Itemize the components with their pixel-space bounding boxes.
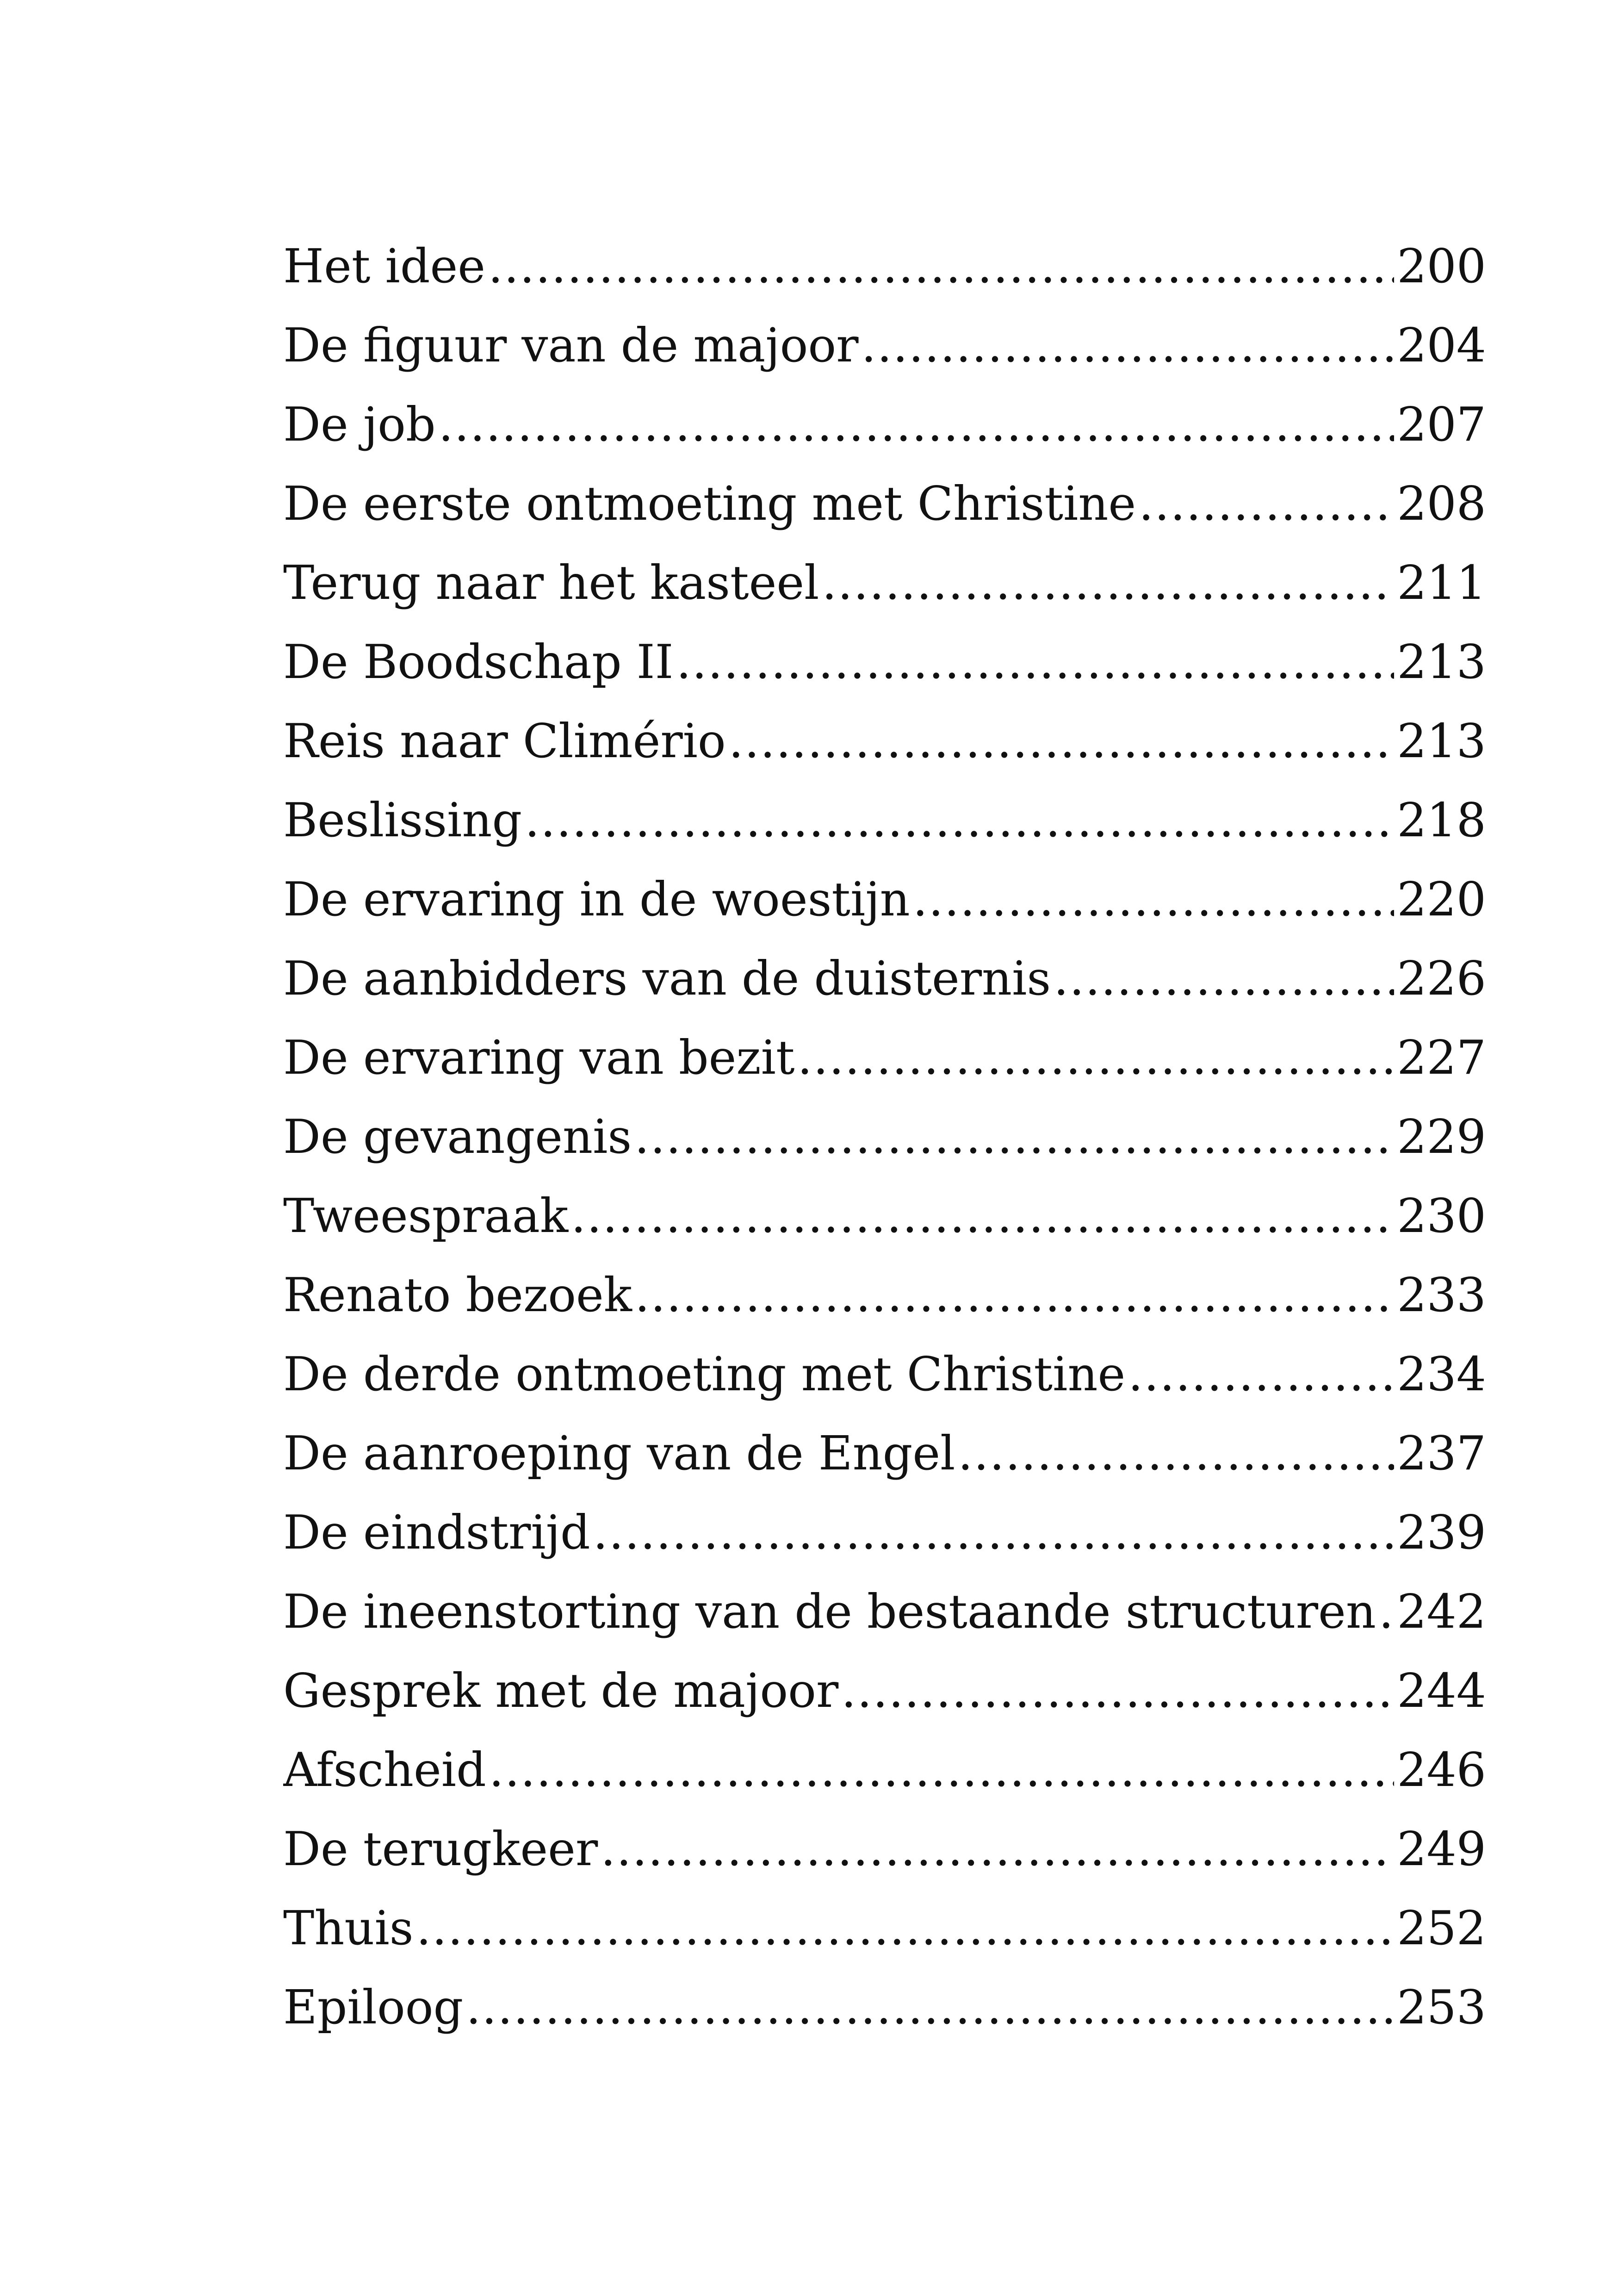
toc-entry-title: De gevangenis — [283, 1109, 632, 1164]
toc-entry-title: Tweespraak — [283, 1188, 569, 1243]
toc-entry-title: De derde ontmoeting met Christine — [283, 1347, 1126, 1401]
toc-entry-page: 211 — [1397, 555, 1486, 610]
toc-entry[interactable] — [283, 1414, 1486, 1493]
dot-leader — [571, 1176, 1394, 1256]
toc-entry-title: De eerste ontmoeting met Christine — [283, 476, 1136, 531]
dot-leader — [1128, 1335, 1394, 1414]
dot-leader — [593, 1493, 1395, 1572]
dot-leader — [525, 781, 1394, 860]
toc-entry[interactable] — [283, 464, 1486, 543]
toc-entry-page: 226 — [1397, 951, 1486, 1006]
toc-entry[interactable] — [283, 1097, 1486, 1176]
toc-entry-title: De aanroeping van de Engel — [283, 1426, 955, 1481]
dot-leader — [676, 622, 1395, 702]
toc-entry[interactable] — [283, 306, 1486, 385]
dot-leader — [635, 1256, 1394, 1335]
toc-entry-title: Gesprek met de majoor — [283, 1663, 839, 1718]
toc-entry-page: 204 — [1397, 318, 1486, 373]
toc-entry-page: 230 — [1397, 1188, 1486, 1243]
toc-entry[interactable] — [283, 939, 1486, 1018]
toc-entry-page: 227 — [1397, 1030, 1486, 1085]
toc-entry-title: Reis naar Climério — [283, 714, 726, 768]
toc-entry[interactable] — [283, 1968, 1486, 2047]
toc-entry-title: De terugkeer — [283, 1822, 598, 1876]
toc-entry-title: Thuis — [283, 1901, 414, 1955]
dot-leader — [601, 1810, 1394, 1889]
toc-entry[interactable] — [283, 1493, 1486, 1572]
toc-entry[interactable] — [283, 1889, 1486, 1968]
dot-leader — [1379, 1572, 1394, 1651]
toc-entry-title: Renato bezoek — [283, 1268, 632, 1322]
toc-entry-title: Beslissing — [283, 793, 522, 847]
dot-leader — [822, 543, 1394, 622]
toc-entry[interactable] — [283, 1572, 1486, 1651]
toc-entry-title: De ervaring van bezit — [283, 1030, 795, 1085]
toc-entry-title: De ervaring in de woestijn — [283, 872, 910, 927]
toc-entry[interactable] — [283, 622, 1486, 702]
dot-leader — [841, 1651, 1394, 1730]
toc-entry-page: 220 — [1397, 872, 1486, 927]
dot-leader — [466, 1968, 1394, 2047]
toc-entry[interactable] — [283, 1018, 1486, 1097]
toc-entry-title: De eindstrijd — [283, 1505, 590, 1560]
dot-leader — [729, 702, 1394, 781]
toc-entry[interactable] — [283, 702, 1486, 781]
toc-entry[interactable] — [283, 543, 1486, 622]
toc-entry-page: 246 — [1397, 1742, 1486, 1797]
toc-entry-page: 249 — [1397, 1822, 1486, 1876]
toc-entry-title: Epiloog — [283, 1980, 464, 2035]
toc-entry-page: 200 — [1397, 239, 1486, 293]
toc-entry-page: 239 — [1397, 1505, 1486, 1560]
toc-entry-page: 234 — [1397, 1347, 1486, 1401]
toc-entry[interactable] — [283, 227, 1486, 306]
toc-entry-title: De job — [283, 397, 436, 452]
toc-entry-title: Terug naar het kasteel — [283, 555, 819, 610]
toc-entry[interactable] — [283, 781, 1486, 860]
toc-entry-page: 233 — [1397, 1268, 1486, 1322]
toc-entry-page: 253 — [1397, 1980, 1486, 2035]
toc-entry-title: De Boodschap II — [283, 635, 674, 689]
dot-leader — [862, 306, 1395, 385]
toc-entry-page: 218 — [1397, 793, 1486, 847]
toc-entry-page: 208 — [1397, 476, 1486, 531]
dot-leader — [1139, 464, 1394, 543]
toc-entry[interactable] — [283, 1730, 1486, 1810]
toc-entry[interactable] — [283, 1810, 1486, 1889]
toc-entry-page: 242 — [1397, 1584, 1486, 1639]
dot-leader — [958, 1414, 1394, 1493]
toc-entry[interactable] — [283, 1651, 1486, 1730]
toc-entry-page: 244 — [1397, 1663, 1486, 1718]
toc-entry-title: De aanbidders van de duisternis — [283, 951, 1051, 1006]
dot-leader — [416, 1889, 1395, 1968]
dot-leader — [1054, 939, 1394, 1018]
toc-entry-title: De figuur van de majoor — [283, 318, 859, 373]
dot-leader — [489, 1730, 1395, 1810]
toc-entry[interactable] — [283, 1256, 1486, 1335]
dot-leader — [634, 1097, 1394, 1176]
toc-entry-page: 229 — [1397, 1109, 1486, 1164]
toc-entry[interactable] — [283, 1335, 1486, 1414]
dot-leader — [439, 385, 1395, 464]
toc-entry-page: 252 — [1397, 1901, 1486, 1955]
toc-entry-page: 213 — [1397, 714, 1486, 768]
toc-entry-title: Het idee — [283, 239, 486, 293]
toc-entry[interactable] — [283, 385, 1486, 464]
toc-entry[interactable] — [283, 1176, 1486, 1256]
toc-entry-title: De ineenstorting van de bestaande structuren — [283, 1584, 1376, 1639]
toc-entry-page: 207 — [1397, 397, 1486, 452]
toc-entry-page: 213 — [1397, 635, 1486, 689]
dot-leader — [913, 860, 1395, 939]
table-of-contents — [283, 227, 1486, 2047]
toc-entry-title: Afscheid — [283, 1742, 486, 1797]
dot-leader — [798, 1018, 1395, 1097]
toc-entry-page: 237 — [1397, 1426, 1486, 1481]
dot-leader — [488, 227, 1394, 306]
toc-entry[interactable] — [283, 860, 1486, 939]
